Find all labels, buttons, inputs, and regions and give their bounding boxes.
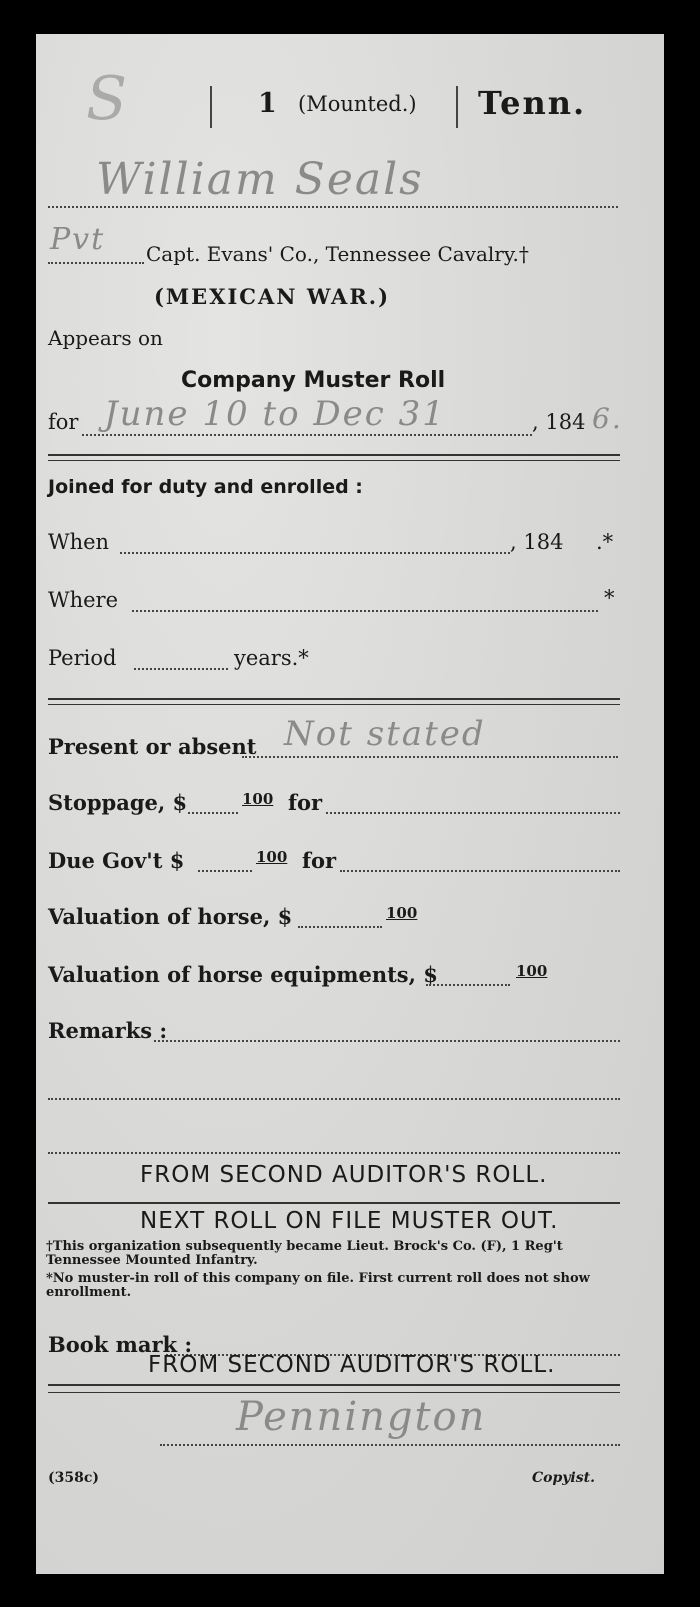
due-govt-cents: 100 [256, 848, 288, 866]
remarks-line-2 [48, 1098, 620, 1100]
next-roll-stamp: NEXT ROLL ON FILE MUSTER OUT. [140, 1208, 559, 1234]
year-prefix: , 184 [532, 410, 586, 434]
horse-valuation-label: Valuation of horse, $ [48, 904, 293, 929]
enrollment-heading: Joined for duty and enrolled : [48, 476, 363, 498]
rank-value: Pvt [50, 222, 106, 257]
rule-2b [48, 704, 620, 705]
footnote-dagger: †This organization subsequently became Lieut. Brock's Co. (F), 1 Reg't Tennessee Mounted Infantry. [46, 1239, 563, 1268]
rule-2a [48, 698, 620, 700]
copyist-label: Copyist. [532, 1470, 595, 1486]
present-value: Not stated [284, 714, 486, 754]
remarks-line-1 [154, 1040, 620, 1042]
stoppage-for-line [326, 812, 620, 814]
form-number: (358c) [48, 1470, 99, 1486]
present-label: Present or absent [48, 734, 257, 759]
regiment-number: 1 [258, 88, 277, 119]
rank-line [48, 262, 144, 264]
due-for-line [340, 870, 620, 872]
footnote-star: *No muster-in roll of this company on file. First current roll does not show enrollment. [46, 1271, 590, 1300]
rule-4a [48, 1384, 620, 1386]
second-auditor-stamp-1: FROM SECOND AUDITOR'S ROLL. [140, 1162, 548, 1188]
muster-roll-card [36, 34, 664, 1574]
when-mark: .* [596, 530, 614, 554]
copyist-signature: Pennington [236, 1394, 487, 1440]
stoppage-for: for [288, 790, 323, 815]
stoppage-dollar-line [188, 812, 238, 814]
war-label: (MEXICAN WAR.) [154, 284, 391, 309]
roll-period-line [82, 434, 532, 436]
handwritten-initial: S [86, 64, 130, 134]
due-govt-for: for [302, 848, 337, 873]
where-label: Where [48, 588, 119, 612]
equipment-valuation-label: Valuation of horse equipments, $ [48, 962, 438, 987]
horse-dollar-line [298, 926, 382, 928]
when-line [120, 552, 510, 554]
stoppage-cents: 100 [242, 790, 274, 808]
appears-on-label: Appears on [48, 326, 163, 350]
period-line [134, 668, 228, 670]
rule-1b [48, 460, 620, 461]
period-unit: years.* [234, 646, 309, 670]
when-year: , 184 [510, 530, 564, 554]
rule-3 [48, 1202, 620, 1204]
remarks-line-3 [48, 1152, 620, 1154]
second-auditor-stamp-2: FROM SECOND AUDITOR'S ROLL. [148, 1352, 556, 1378]
rule-4b [48, 1392, 620, 1393]
company-name: Capt. Evans' Co., Tennessee Cavalry.† [146, 242, 529, 266]
when-label: When [48, 530, 110, 554]
name-line [48, 206, 618, 208]
roll-type: Company Muster Roll [181, 368, 446, 393]
for-label: for [48, 410, 79, 434]
where-line [132, 610, 598, 612]
soldier-name: William Seals [96, 154, 424, 205]
header-divider-right [456, 86, 458, 128]
period-label: Period [48, 646, 117, 670]
roll-period-value: June 10 to Dec 31 [104, 394, 446, 434]
where-mark: * [604, 586, 615, 610]
stoppage-label: Stoppage, $ [48, 790, 188, 815]
header-divider-left [210, 86, 212, 128]
year-suffix: 6. [592, 402, 623, 435]
regiment-type: (Mounted.) [298, 92, 417, 116]
remarks-label: Remarks : [48, 1018, 168, 1043]
equipment-dollar-line [426, 984, 510, 986]
book-mark-label: Book mark : [48, 1332, 193, 1357]
horse-valuation-cents: 100 [386, 904, 418, 922]
due-dollar-line [198, 870, 252, 872]
rule-1a [48, 454, 620, 456]
equipment-valuation-cents: 100 [516, 962, 548, 980]
present-line [242, 756, 618, 758]
due-govt-label: Due Gov't $ [48, 848, 185, 873]
signature-line [160, 1444, 620, 1446]
state-label: Tenn. [478, 84, 587, 122]
